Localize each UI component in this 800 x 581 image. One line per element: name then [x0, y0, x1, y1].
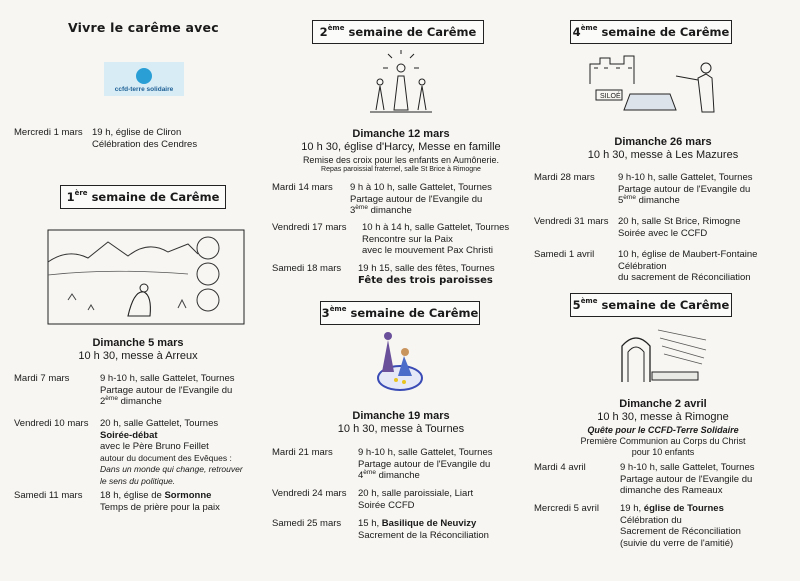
svg-text:SILOÉ: SILOÉ — [600, 93, 621, 100]
week5-title: 5ème semaine de Carême — [570, 293, 732, 317]
logo-text: ccfd-terre solidaire — [114, 86, 174, 93]
jesus-crowd-drawing — [370, 50, 432, 120]
event-week2-3: Samedi 18 mars 19 h 15, salle des fêtes, Tournes Fête des trois paroisses — [272, 263, 495, 286]
event-opening: Mercredi 1 mars 19 h, église de Cliron Célébration des Cendres — [14, 127, 198, 150]
week1-title: 1ère semaine de Carême — [60, 185, 226, 209]
week3-sunday: Dimanche 19 mars 10 h 30, messe à Tournes — [337, 410, 465, 436]
week3-title: 3ème semaine de Carême — [320, 301, 480, 325]
column-1 — [14, 0, 262, 581]
column-2 — [272, 0, 530, 581]
event-week1-1: Mardi 7 mars 9 h-10 h, salle Gattelet, Tournes Partage autour de l'Evangile du 2ème dimanche — [14, 373, 235, 408]
event-week4-3: Samedi 1 avril 10 h, église de Maubert-Fontaine Célébration du sacrement de Réconciliation — [534, 249, 758, 284]
event-week5-1: Mardi 4 avril 9 h-10 h, salle Gattelet, Tournes Partage autour de l'Evangile du dimanche des Rameaux — [534, 462, 755, 497]
page-title: Vivre le carême avec — [68, 20, 219, 35]
event-week2-2: Vendredi 17 mars 10 h à 14 h, salle Gattelet, Tournes Rencontre sur la Paix avec le mouvement Pax Christi — [272, 222, 510, 257]
week4-title: 4ème semaine de Carême — [570, 20, 732, 44]
week5-sunday: Dimanche 2 avril 10 h 30, messe à Rimogne Quête pour le CCFD-Terre Solidaire Première Communion au Corps du Christ pour 10 enfants — [580, 398, 746, 457]
event-week3-3: Samedi 25 mars 15 h, Basilique de Neuvizy Sacrement de la Réconciliation — [272, 518, 489, 541]
week2-sunday: Dimanche 12 mars 10 h 30, église d'Harcy, Messe en famille Remise des croix pour les enfants en Aumônerie. Repas paroissial fraternel, salle St Brice à Rimogne — [301, 128, 501, 173]
empty-tomb-drawing — [618, 324, 710, 386]
event-week4-2: Vendredi 31 mars 20 h, salle St Brice, Rimogne Soirée avec le CCFD — [534, 216, 741, 239]
event-week5-2: Mercredi 5 avril 19 h, église de Tournes Célébration du Sacrement de Réconciliation (suivie du verre de l'amitié) — [534, 503, 741, 549]
desert-landscape-drawing — [48, 230, 244, 324]
week4-sunday: Dimanche 26 mars 10 h 30, messe à Les Mazures — [587, 136, 739, 162]
ccfd-logo — [104, 62, 184, 96]
event-week1-3: Samedi 11 mars 18 h, église de Sormonne Temps de prière pour la paix — [14, 490, 220, 513]
pool-healing-drawing — [590, 54, 724, 114]
event-week3-2: Vendredi 24 mars 20 h, salle paroissiale, Liart Soirée CCFD — [272, 488, 474, 511]
baptism-drawing — [372, 330, 428, 392]
event-week3-1: Mardi 21 mars 9 h-10 h, salle Gattelet, Tournes Partage autour de l'Evangile du 4ème dimanche — [272, 447, 493, 482]
week2-title: 2ème semaine de Carême — [312, 20, 484, 44]
event-week1-2: Vendredi 10 mars 20 h, salle Gattelet, Tournes Soirée-débat avec le Père Bruno Feillet autour du document des Evêques : Dans un monde qui change, retrouver le sens du politique. — [14, 418, 243, 486]
event-week2-1: Mardi 14 mars 9 h à 10 h, salle Gattelet, Tournes Partage autour de l'Evangile du 3ème dimanche — [272, 182, 492, 217]
column-3 — [534, 0, 792, 581]
week1-sunday: Dimanche 5 mars 10 h 30, messe à Arreux — [78, 337, 198, 363]
event-week4-1: Mardi 28 mars 9 h-10 h, salle Gattelet, Tournes Partage autour de l'Evangile du 5ème dimanche — [534, 172, 753, 207]
